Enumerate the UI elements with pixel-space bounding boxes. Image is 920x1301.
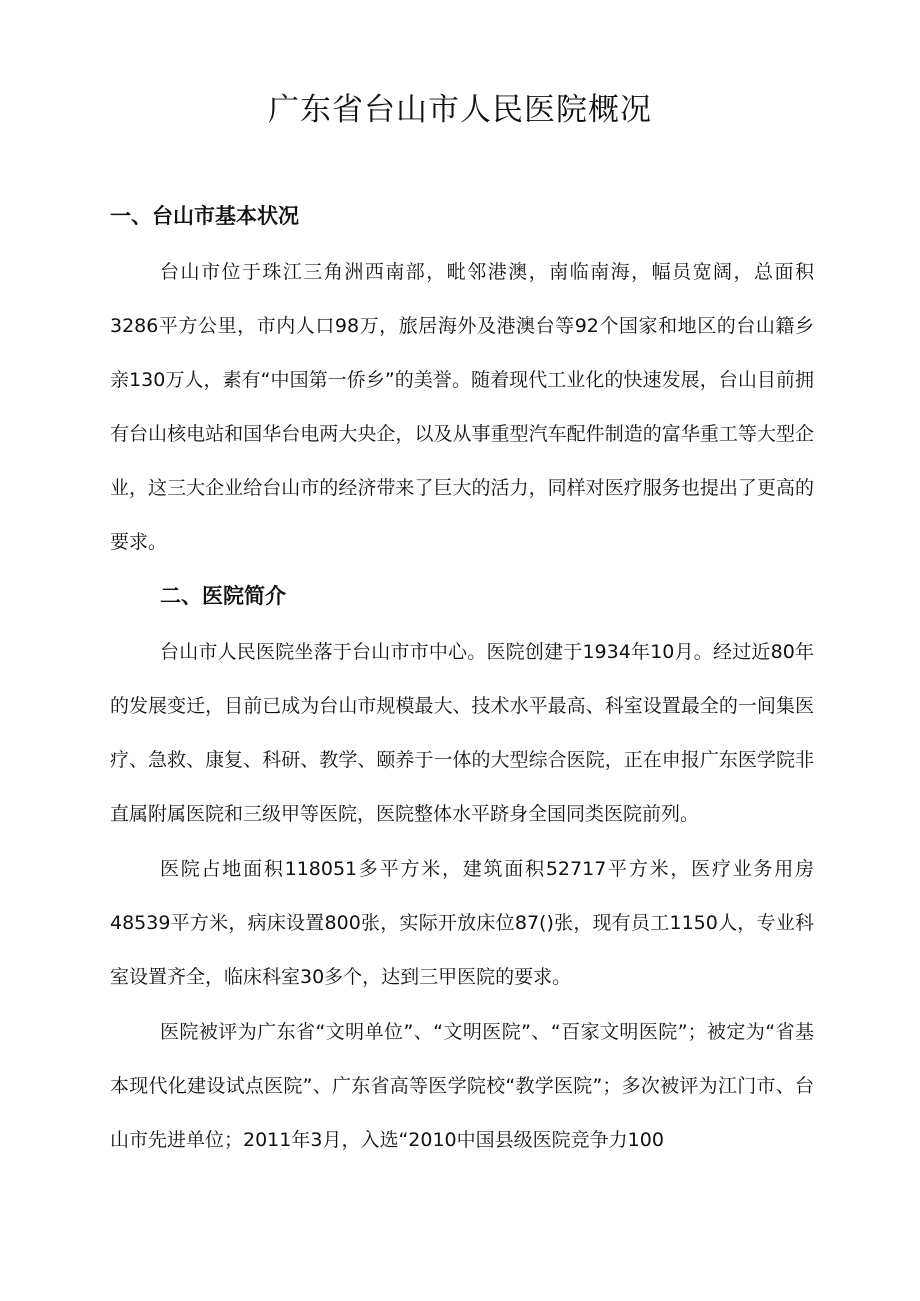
paragraph-hospital-honors: 医院被评为广东省“文明单位”、“文明医院”、“百家文明医院”；被定为“省基本现代化建设试点医院”、广东省高等医学院校“教学医院”；多次被评为江门市、台山市先进单位；2011年3月，入选“2010中国县级医院竞争力100 bbox=[110, 1021, 814, 1151]
paragraph-hospital-scale: 医院占地面积118051多平方米，建筑面积52717平方米，医疗业务用房48539平方米，病床设置800张，实际开放床位87()张，现有员工1150人，专业科室设置齐全，临床科室30多个，达到三甲医院的要求。 bbox=[110, 858, 814, 988]
paragraph-hospital-history: 台山市人民医院坐落于台山市市中心。医院创建于1934年10月。经过近80年的发展变迁，目前已成为台山市规模最大、技术水平最高、科室设置最全的一间集医疗、急救、康复、科研、教学、颐养于一体的大型综合医院，正在申报广东医学院非直属附属医院和三级甲等医院，医院整体水平跻身全国同类医院前列。 bbox=[110, 641, 814, 825]
paragraph-taishan-overview: 台山市位于珠江三角洲西南部，毗邻港澳，南临南海，幅员宽阔，总面积3286平方公里，市内人口98万，旅居海外及港澳台等92个国家和地区的台山籍乡亲130万人，素有“中国第一侨乡”的美誉。随着现代工业化的快速发展，台山目前拥有台山核电站和国华台电两大央企，以及从事重型汽车配件制造的富华重工等大型企业，这三大企业给台山市的经济带来了巨大的活力，同样对医疗服务也提出了更高的要求。 bbox=[110, 261, 814, 553]
section-heading-basic-status: 一、台山市基本状况 bbox=[110, 204, 299, 228]
document-title: 广东省台山市人民医院概况 bbox=[268, 92, 652, 128]
section-heading-hospital-intro: 二、医院简介 bbox=[160, 584, 286, 608]
